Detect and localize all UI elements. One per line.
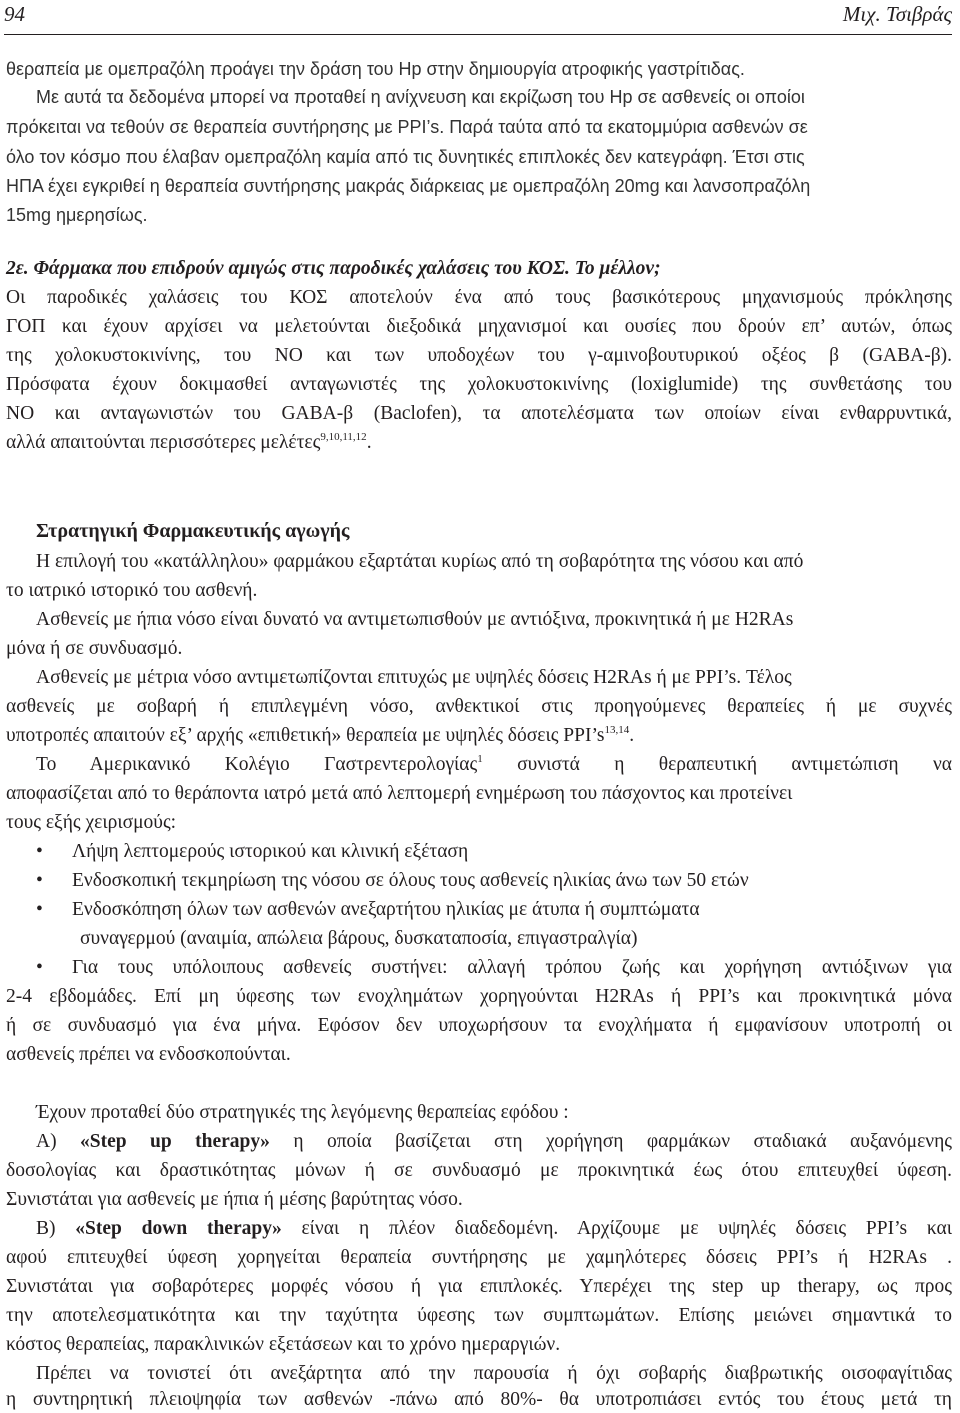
header-rule	[4, 34, 952, 35]
text-line: ασθενείς πρέπει να ενδοσκοπούνται.	[6, 1044, 291, 1065]
citation: 13,14	[604, 724, 630, 736]
text-line: ΗΠΑ έχει εγκριθεί η θεραπεία συντήρησης μακράς διάρκειας με ομεπραζόλη 20mg και λανσοπραζόλη	[6, 176, 811, 196]
text-line: Ασθενείς με μέτρια νόσο αντιμετωπίζονται επιτυχώς με υψηλές δόσεις H2RAs ή με PPI’s. Τέλος	[36, 667, 792, 688]
text-line: Το Αμερικανικό Κολέγιο Γαστρεντερολογίας$^1$ συνιστά η θεραπευτική αντιμετώπιση να	[36, 753, 953, 775]
step-up-label: «Step up therapy»	[80, 1131, 270, 1152]
text-line: αλλά απαιτούνται περισσότερες μελέτες$^{9,10,11,12}$.	[6, 431, 372, 453]
section-title: 2ε. Φάρμακα που επιδρούν αμιγώς στις παροδικές χαλάσεις του ΚΟΣ. Το μέλλον;	[6, 258, 661, 279]
text-line: Ασθενείς με ήπια νόσο είναι δυνατό να αντιμετωπισθούν με αντιόξινα, προκινητικά ή με H2RAs	[36, 609, 794, 630]
citation: 9,10,11,12	[320, 431, 367, 443]
list-item: • Ενδοσκοπική τεκμηρίωση της νόσου σε όλους τους ασθενείς ηλικίας άνω των 50 ετών	[0, 868, 960, 894]
section-heading: Στρατηγική Φαρμακευτικής αγωγής	[36, 520, 350, 542]
text-line: της χολοκυστοκινίνης, του ΝΟ και των υποδοχέων του γ-αμινοβουτυρικού οξέος β (GABA-β).	[6, 345, 952, 366]
list-item: • Λήψη λεπτομερούς ιστορικού και κλινική εξέταση	[0, 839, 960, 865]
text-line: Πρέπει να τονιστεί ότι ανεξάρτητα από την παρουσία ή όχι σοβαρής διαβρωτικής οισοφαγίτιδας	[36, 1363, 952, 1384]
bullet-icon: •	[36, 870, 43, 891]
text-line: αφού επιτευχθεί ύφεση χορηγείται θεραπεία συντήρησης με χαμηλότερες δόσεις PPI’s ή H2RAs .	[6, 1247, 952, 1268]
text-line: ασθενείς με σοβαρή ή επιπλεγμένη νόσο, ανθεκτικοί στις προηγούμενες θεραπείες ή με συχνές	[6, 696, 952, 717]
text-line: Με αυτά τα δεδομένα μπορεί να προταθεί η ανίχνευση και εκρίζωση του Hp σε ασθενείς οι οποίοι	[36, 87, 805, 107]
text-line: όλο τον κόσμο που έλαβαν ομεπραζόλη καμία από τις δυνητικές επιπλοκές δεν κατεγράφη. Έτσι στις	[6, 147, 805, 167]
list-item-continuation: συναγερμού (αναιμία, απώλεια βάρους, δυσκαταποσία, επιγαστραλγία)	[80, 928, 638, 949]
text-line: Συνιστάται για ασθενείς με ήπια ή μέσης βαρύτητας νόσο.	[6, 1189, 463, 1210]
text-line: τους εξής χειρισμούς:	[6, 812, 177, 833]
text-line: δοσολογίας και δραστικότητας μόνων ή σε συνδυασμό με προκινητικά έως ότου επιτευχθεί ύφεση.	[6, 1160, 952, 1181]
page-number: 94	[4, 2, 25, 26]
text-line: θεραπεία με ομεπραζόλη προάγει την δράση του Hp στην δημιουργία ατροφικής γαστρίτιδας.	[6, 59, 745, 79]
text-line: υποτροπές απαιτούν εξ’ αρχής «επιθετική» θεραπεία με υψηλές δόσεις $PPI’s^{13,14}$.	[6, 724, 635, 746]
text-line: ΝΟ και ανταγωνιστών του GABA-β (Baclofen), τα αποτελέσματα των οποίων είναι ενθαρρυντικά,	[6, 403, 952, 424]
text-line: Πρόσφατα έχουν δοκιμασθεί ανταγωνιστές της χολοκυστοκινίνης (loxiglumide) της συνθετάσης του	[6, 374, 952, 395]
step-down-label: «Step down therapy»	[75, 1218, 282, 1239]
text-line: Η επιλογή του «κατάλληλου» φαρμάκου εξαρτάται κυρίως από τη σοβαρότητα της νόσου και από	[36, 551, 804, 572]
bullet-icon: •	[36, 899, 43, 920]
text-line: ή σε συνδυασμό για ένα μήνα. Εφόσον δεν υποχωρήσουν τα ενοχλήματα ή εμφανίσουν υποτροπή οι	[6, 1015, 952, 1036]
text-line: Οι παροδικές χαλάσεις του ΚΟΣ αποτελούν ένα από τους βασικότερους μηχανισμούς πρόκλησης	[6, 287, 952, 308]
bullet-icon: •	[36, 841, 43, 862]
running-author: Μιχ. Τσιβράς	[842, 2, 952, 26]
list-item: • Ενδοσκόπηση όλων των ασθενών ανεξαρτήτου ηλικίας με άτυπα ή συμπτώματα	[0, 897, 960, 923]
list-item: • Για τους υπόλοιπους ασθενείς συστήνει: αλλαγή τρόπου ζωής και χορήγηση αντιόξινων για	[0, 955, 960, 981]
text-line: 2-4 εβδομάδες. Επί μη ύφεσης των ενοχλημάτων χορηγούνται H2RAs ή PPI’s και προκινητικά μόνα	[6, 986, 952, 1007]
text-line: η συντηρητική πλειοψηφία των ασθενών -πάνω από 80%- θα υποτροπιάσει εντός του έτους μετά τη	[6, 1389, 952, 1410]
page-header	[4, 0, 952, 30]
citation: 1	[477, 753, 483, 765]
text-line: αποφασίζεται από το θεράποντα ιατρό μετά από λεπτομερή ενημέρωση του πάσχοντος και προτείνει	[6, 783, 793, 804]
text-line: Β) «Step down therapy» είναι η πλέον διαδεδομένη. Αρχίζουμε με υψηλές δόσεις PPI’s και	[36, 1218, 952, 1239]
text-line: Συνιστάται για σοβαρότερες μορφές νόσου ή για επιπλοκές. Υπερέχει της step up therapy, ως προς	[6, 1276, 952, 1297]
text-line: την αποτελεσματικότητα και την ταχύτητα ύφεσης των συμπτωμάτων. Επίσης μειώνει σημαντικά το	[6, 1305, 952, 1326]
text-line: Έχουν προταθεί δύο στρατηγικές της λεγόμενης θεραπείας εφόδου :	[36, 1102, 569, 1123]
text-line: το ιατρικό ιστορικό του ασθενή.	[6, 580, 258, 601]
text-line: μόνα ή σε συνδυασμό.	[6, 638, 183, 659]
text-line: Α) «Step up therapy» η οποία βασίζεται στη χορήγηση φαρμάκων σταδιακά αυξανόμενης	[36, 1131, 952, 1152]
text-line: πρόκειται να τεθούν σε θεραπεία συντήρησης με PPI’s. Παρά ταύτα από τα εκατομμύρια ασθενών σε	[6, 117, 808, 137]
text-line: 15mg ημερησίως.	[6, 205, 148, 225]
text-line: κόστος θεραπείας, παρακλινικών εξετάσεων και το χρόνο ημεραργιών.	[6, 1334, 561, 1355]
bullet-icon: •	[36, 957, 43, 978]
text-line: ΓΟΠ και έχουν αρχίσει να μελετούνται διεξοδικά μηχανισμοί και ουσίες που δρούν επ’ αυτών, όπως	[6, 316, 952, 337]
